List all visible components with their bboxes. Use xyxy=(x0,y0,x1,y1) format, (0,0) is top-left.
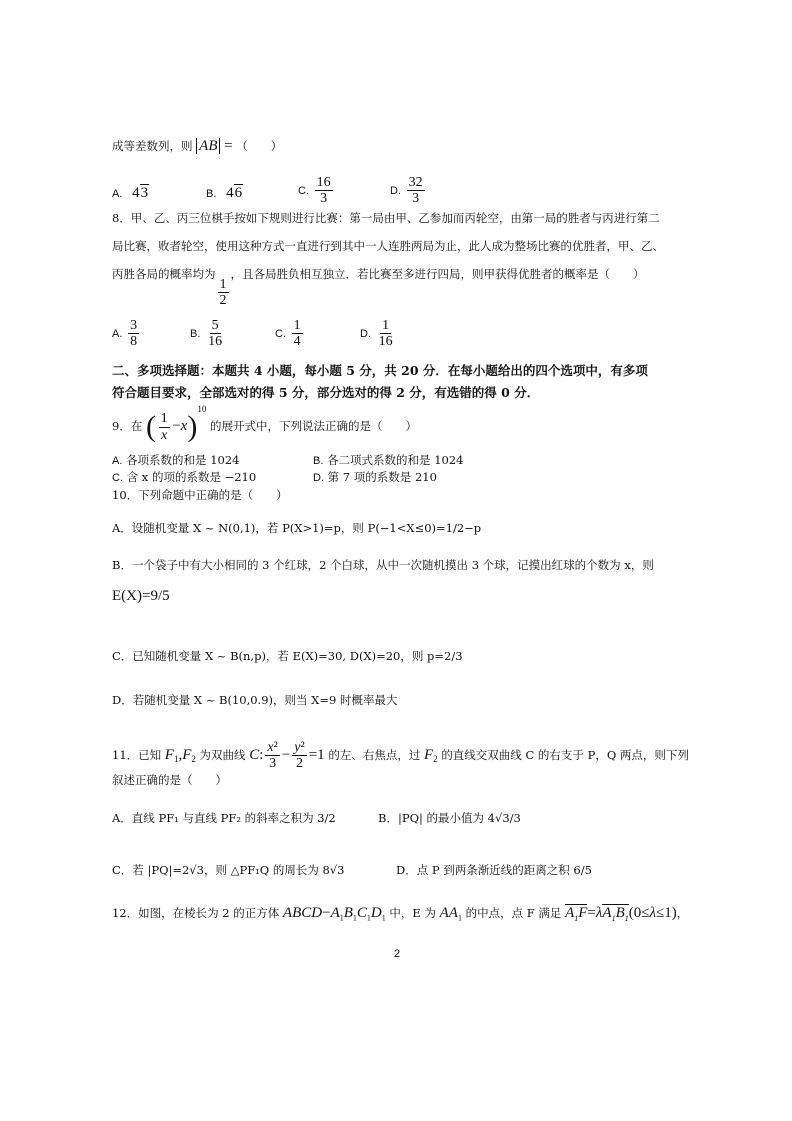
q10-option-b-line1: B．一个袋子中有大小相同的 3 个红球，2 个白球，从中一次随机摸出 3 个球，记摸出红球的个数为 x，则 xyxy=(112,558,654,572)
q8-line2: 局比赛，败者轮空，使用这种方式一直进行到其中一人连胜两局为止，此人成为整场比赛的优胜者，甲、乙、 xyxy=(112,239,664,253)
q10-option-a: A．设随机变量 X ~ N(0,1)，若 P(X>1)=p，则 P(−1<X≤0)=1/2−p xyxy=(112,521,482,535)
q9-option-c: C. 含 x 的项的系数是 −210 xyxy=(112,470,257,484)
q10-option-c: C．已知随机变量 X ~ B(n,p)，若 E(X)=30, D(X)=20，则 p=2/3 xyxy=(112,649,463,663)
q8-option-a: A. $\frac{3}{8}$ xyxy=(112,318,138,350)
q7-option-a: A. 43 xyxy=(112,185,149,201)
q11-option-a: A．直线 PF₁ 与直线 PF₂ 的斜率之积为 3/2 xyxy=(112,811,336,825)
q11-line1a: 11．已知 xyxy=(112,747,162,762)
q7-stem-text: 成等差数列，则 xyxy=(112,139,193,153)
q9-option-d: D. 第 7 项的系数是 210 xyxy=(313,470,437,484)
section2-line1: 二、多项选择题：本题共 4 小题，每小题 5 分，共 20 分．在每小题给出的四个选项中，有多项 xyxy=(112,363,648,378)
q7-option-c: C. $\frac{16}{3}$ xyxy=(298,175,331,207)
q7-stem: 成等差数列，则 AB = （ ） xyxy=(112,138,283,154)
q11-line1c: 的左、右焦点，过 xyxy=(328,747,421,762)
q8-line3: 丙胜各局的概率均为 $\frac{1}{2}$ ，且各局胜负相互独立．若比赛至多进行四局，则甲获得优胜者的概率是（ ） xyxy=(112,267,645,309)
q7-option-b: B. 46 xyxy=(206,185,243,201)
q9-option-b: B. 各二项式系数的和是 1024 xyxy=(313,453,464,467)
q11-line1d: 的直线交双曲线 C 的右支于 P，Q 两点，则下列 xyxy=(441,747,689,762)
q12-d: ， xyxy=(676,906,689,920)
q8-option-b: B. $\frac{5}{16}$ xyxy=(190,318,223,350)
section2-line2: 符合题目要求，全部选对的得 5 分，部分选对的得 2 分，有选错的得 0 分． xyxy=(112,385,540,400)
q12-b: 中，E 为 xyxy=(389,906,436,920)
q11-option-b: B．|PQ| 的最小值为 4√3/3 xyxy=(378,811,521,825)
q12-line1: 12．如图，在棱长为 2 的正方体 $ABCD-A_1B_1C_1D_1$ 中，E 为 $AA_1$ 的中点，点 F 满足 $A_1F=\lambda A_1B_1(0\le\lambda\le 1)$， xyxy=(112,905,689,923)
q12-a: 12．如图，在棱长为 2 的正方体 xyxy=(112,906,280,920)
q9-suffix: 的展开式中，下列说法正确的是（ ） xyxy=(210,419,417,433)
q11-option-c: C．若 |PQ|=2√3，则 △PF₁Q 的周长为 8√3 xyxy=(112,863,345,877)
q8-line3a: 丙胜各局的概率均为 xyxy=(112,267,216,281)
q7-option-d: D. $\frac{32}{3}$ xyxy=(390,175,423,207)
q10-option-d: D．若随机变量 X ~ B(10,0.9)，则当 X=9 时概率最大 xyxy=(112,693,398,707)
page-number: 2 xyxy=(394,948,401,960)
q10-option-b-line2: E(X)=9/5 xyxy=(112,588,170,604)
q12-c: 的中点，点 F 满足 xyxy=(465,906,562,920)
q8-line1: 8．甲、乙、丙三位棋手按如下规则进行比赛：第一局由甲、乙参加而丙轮空，由第一局的胜者与丙进行第二 xyxy=(112,211,660,225)
q9-stem: 9．在 ( $\frac{1}{x}$ −x)$^{10}$ 的展开式中，下列说法正确的是（ ） xyxy=(112,404,417,443)
q10-stem: 10．下列命题中正确的是（ ） xyxy=(112,488,288,502)
q11-line1b: 为双曲线 xyxy=(199,747,246,762)
q7-tail-text: （ ） xyxy=(236,139,283,153)
q8-option-c: C. $\frac{1}{4}$ xyxy=(275,318,301,350)
q9-prefix: 9．在 xyxy=(112,419,143,433)
q11-option-d: D．点 P 到两条渐近线的距离之积 6/5 xyxy=(396,863,592,877)
q11-line2: 叙述正确的是（ ） xyxy=(112,773,227,787)
q8-option-d: D. $\frac{1}{16}$ xyxy=(360,318,393,350)
q9-option-a: A. 各项系数的和是 1024 xyxy=(112,453,240,467)
q7-abs-ab: AB xyxy=(196,138,220,154)
q8-line3b: ，且各局胜负相互独立．若比赛至多进行四局，则甲获得优胜者的概率是（ ） xyxy=(230,267,645,281)
q11-line1: 11．已知 $F_1,F_2$ 为双曲线 C: $\frac{\text{x²}}{3}$ − $\frac{\text{y²}}{2}$ =1 的左、右焦点，过 $F_2$ 的直线交双曲线 C 的右支于 P，Q 两点，则下列 xyxy=(112,740,689,772)
